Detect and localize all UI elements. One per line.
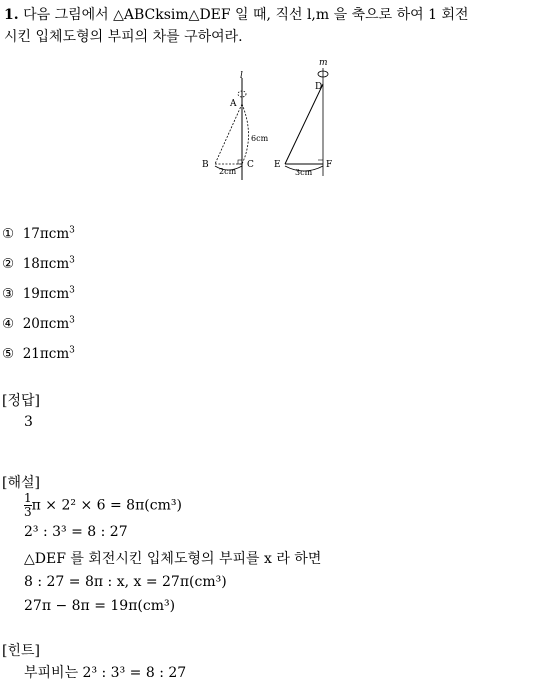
hint-label: [힌트] — [2, 643, 40, 659]
question-line-2 — [4, 26, 243, 48]
option-exponent: 3 — [69, 225, 75, 236]
option-exponent: 3 — [69, 345, 75, 356]
solution-line-4: 8 : 27 = 8π : x, x = 27π(cm³) — [24, 574, 227, 590]
label-l: l — [240, 71, 243, 81]
similar-triangles-figure — [195, 56, 345, 182]
label-F: F — [326, 160, 333, 170]
label-C: C — [247, 160, 254, 170]
option-5[interactable] — [2, 346, 75, 362]
solution-label: [해설] — [2, 475, 40, 491]
length-6cm: 6cm — [251, 134, 269, 143]
fraction-one-third — [24, 492, 32, 519]
edge-AB — [215, 104, 242, 164]
label-A: A — [230, 99, 237, 109]
option-mark: ② — [2, 256, 15, 272]
fraction-denominator: 3 — [24, 505, 32, 519]
question-text-2: 시킨 입체도형의 부피의 차를 구하여라. — [4, 29, 243, 45]
option-exponent: 3 — [69, 255, 75, 266]
length-3cm: 3cm — [295, 168, 313, 177]
solution-line-3: △DEF 를 회전시킨 입체도형의 부피를 x 라 하면 — [24, 551, 322, 567]
option-value: 20πcm — [22, 316, 70, 332]
option-mark: ① — [2, 226, 15, 242]
option-mark: ④ — [2, 316, 15, 332]
option-1[interactable] — [2, 226, 75, 242]
option-value: 19πcm — [22, 286, 70, 302]
label-m: m — [319, 58, 328, 68]
length-2cm: 2cm — [219, 167, 237, 176]
edge-DE — [285, 84, 323, 164]
option-exponent: 3 — [69, 315, 75, 326]
option-value: 17πcm — [22, 226, 70, 242]
option-2[interactable] — [2, 256, 75, 272]
solution-line-2: 2³ : 3³ = 8 : 27 — [24, 524, 128, 540]
answer-label: [정답] — [2, 393, 40, 409]
question-number: 1. — [4, 7, 19, 23]
option-value: 18πcm — [22, 256, 70, 272]
hint-line-1: 부피비는 2³ : 3³ = 8 : 27 — [24, 665, 187, 681]
solution-line-1 — [24, 492, 182, 519]
option-3[interactable] — [2, 286, 75, 302]
question-text-1: 다음 그림에서 △ABCksim△DEF 일 때, 직선 l,m 을 축으로 하여 1 회전 — [23, 7, 469, 23]
option-mark: ⑤ — [2, 346, 15, 362]
label-B: B — [202, 160, 209, 170]
option-exponent: 3 — [69, 285, 75, 296]
question-line-1 — [4, 4, 469, 26]
option-4[interactable] — [2, 316, 75, 332]
label-E: E — [274, 160, 281, 170]
solution-line-1-rest: π × 2² × 6 = 8π(cm³) — [31, 497, 182, 514]
answer-value: 3 — [24, 414, 33, 430]
fraction-numerator: 1 — [24, 491, 32, 505]
right-angle-C — [238, 160, 242, 164]
label-D: D — [315, 82, 323, 92]
height-6cm-brace — [242, 104, 249, 164]
solution-line-5: 27π − 8π = 19π(cm³) — [24, 598, 176, 614]
option-value: 21πcm — [22, 346, 70, 362]
option-mark: ③ — [2, 286, 15, 302]
